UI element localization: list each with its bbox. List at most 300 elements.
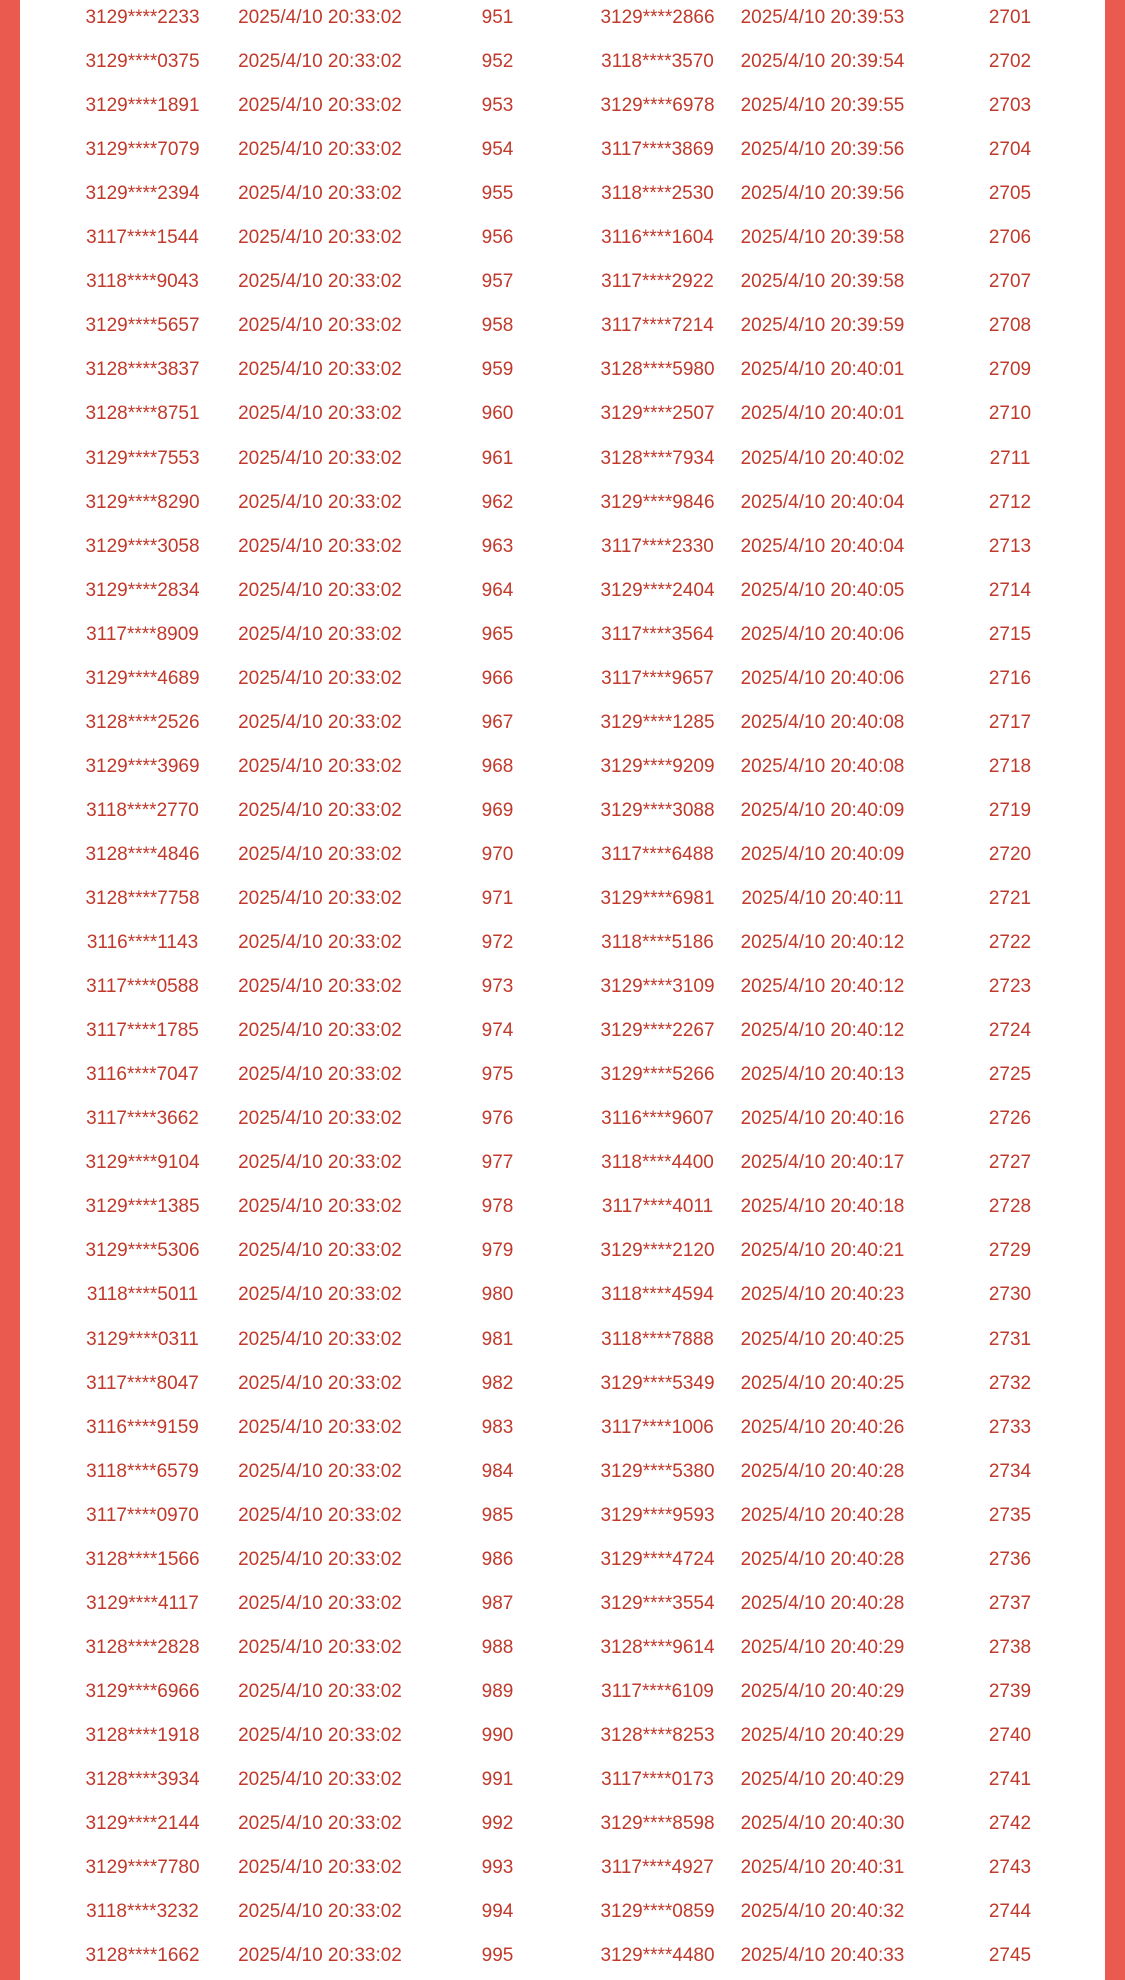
right-account-cell: 3129****5349 xyxy=(600,1372,715,1394)
left-account-cell: 3118****2770 xyxy=(86,799,199,821)
right-account-cell: 3129****9209 xyxy=(600,755,715,777)
right-rank-cell: 2714 xyxy=(988,579,1032,601)
right-time-cell: 2025/4/10 20:40:29 xyxy=(740,1769,905,1790)
left-account-cell: 3117****8909 xyxy=(86,623,199,645)
right-account-cell: 3117****2922 xyxy=(601,271,714,293)
right-account-cell: 3129****0859 xyxy=(600,1901,715,1923)
left-time-cell: 2025/4/10 20:33:02 xyxy=(238,799,402,821)
right-rank-cell: 2706 xyxy=(988,227,1032,249)
left-rank-cell: 969 xyxy=(481,799,514,821)
right-account-cell: 3129****2267 xyxy=(600,1020,715,1042)
right-time-cell: 2025/4/10 20:40:09 xyxy=(740,843,905,865)
right-account-cell: 3129****6978 xyxy=(600,95,715,117)
left-rank-cell: 995 xyxy=(481,1945,514,1967)
right-rank-cell: 2718 xyxy=(988,755,1032,777)
table-row xyxy=(20,1670,1105,1714)
left-time-cell: 2025/4/10 20:33:02 xyxy=(238,1328,402,1350)
right-time-cell: 2025/4/10 20:40:21 xyxy=(740,1240,905,1262)
table-row xyxy=(20,1185,1105,1229)
right-rank-cell: 2720 xyxy=(988,843,1032,865)
left-rank-cell: 977 xyxy=(481,1152,514,1174)
left-time-cell: 2025/4/10 20:33:02 xyxy=(238,139,402,161)
right-time-cell: 2025/4/10 20:40:12 xyxy=(740,976,905,998)
right-rank-cell: 2712 xyxy=(988,491,1032,513)
table-row xyxy=(20,525,1105,569)
right-account-cell: 3117****3564 xyxy=(601,623,714,645)
right-rank-cell: 2704 xyxy=(988,139,1032,161)
right-account-cell: 3118****4594 xyxy=(601,1284,714,1306)
left-time-cell: 2025/4/10 20:33:02 xyxy=(238,1724,402,1746)
right-time-cell: 2025/4/10 20:40:09 xyxy=(740,799,905,821)
right-time-cell: 2025/4/10 20:39:59 xyxy=(740,315,905,337)
right-account-cell: 3117****2330 xyxy=(601,535,714,557)
left-account-cell: 3128****2526 xyxy=(85,711,200,733)
left-time-cell: 2025/4/10 20:33:02 xyxy=(238,667,402,689)
right-account-cell: 3129****4480 xyxy=(600,1945,715,1967)
table-row xyxy=(20,260,1105,304)
left-time-cell: 2025/4/10 20:33:02 xyxy=(238,447,402,469)
left-rank-cell: 953 xyxy=(481,95,514,117)
left-rank-cell: 972 xyxy=(481,932,514,954)
right-time-cell: 2025/4/10 20:40:33 xyxy=(740,1945,905,1967)
left-time-cell: 2025/4/10 20:33:02 xyxy=(238,183,402,205)
right-rank-cell: 2733 xyxy=(988,1416,1032,1438)
left-account-cell: 3129****4117 xyxy=(86,1592,199,1614)
right-rank-cell: 2727 xyxy=(988,1152,1032,1174)
right-rank-cell: 2710 xyxy=(988,403,1032,425)
right-account-cell: 3129****9846 xyxy=(600,491,715,513)
right-time-cell: 2025/4/10 20:40:29 xyxy=(740,1636,905,1658)
left-account-cell: 3129****7780 xyxy=(85,1857,200,1879)
right-account-cell: 3116****9607 xyxy=(601,1108,714,1130)
right-rank-cell: 2728 xyxy=(988,1196,1032,1218)
right-account-cell: 3129****8598 xyxy=(600,1813,715,1835)
right-account-cell: 3117****4927 xyxy=(601,1857,714,1879)
right-time-cell: 2025/4/10 20:40:05 xyxy=(740,579,905,601)
right-account-cell: 3117****7214 xyxy=(601,315,714,337)
left-account-cell: 3129****0375 xyxy=(85,51,200,73)
left-time-cell: 2025/4/10 20:33:02 xyxy=(238,755,402,777)
left-time-cell: 2025/4/10 20:33:02 xyxy=(238,51,402,73)
left-rank-cell: 959 xyxy=(481,359,514,381)
left-rank-cell: 957 xyxy=(481,271,514,293)
left-rank-cell: 974 xyxy=(481,1020,514,1042)
left-rank-cell: 989 xyxy=(481,1680,514,1702)
left-account-cell: 3129****7553 xyxy=(85,447,200,469)
left-time-cell: 2025/4/10 20:33:02 xyxy=(238,1020,402,1042)
right-rank-cell: 2737 xyxy=(988,1592,1032,1614)
table-row xyxy=(20,1538,1105,1582)
right-account-cell: 3118****4400 xyxy=(601,1152,714,1174)
right-account-cell: 3117****6109 xyxy=(601,1680,714,1702)
right-time-cell: 2025/4/10 20:40:08 xyxy=(740,755,905,777)
right-account-cell: 3117****9657 xyxy=(601,667,714,689)
right-rank-cell: 2731 xyxy=(988,1328,1032,1350)
table-row xyxy=(20,304,1105,348)
right-time-cell: 2025/4/10 20:40:30 xyxy=(740,1813,905,1835)
table-row xyxy=(20,1494,1105,1538)
right-rank-cell: 2717 xyxy=(988,711,1032,733)
left-time-cell: 2025/4/10 20:33:02 xyxy=(238,227,402,249)
right-time-cell: 2025/4/10 20:39:56 xyxy=(740,183,905,205)
left-time-cell: 2025/4/10 20:33:02 xyxy=(238,1196,402,1218)
left-rank-cell: 985 xyxy=(481,1504,514,1526)
table-row xyxy=(20,1450,1105,1494)
right-time-cell: 2025/4/10 20:40:28 xyxy=(740,1460,905,1482)
left-rank-cell: 951 xyxy=(481,7,514,28)
right-account-cell: 3129****6981 xyxy=(600,888,715,909)
left-time-cell: 2025/4/10 20:33:02 xyxy=(238,1108,402,1130)
left-time-cell: 2025/4/10 20:33:02 xyxy=(238,7,402,28)
right-rank-cell: 2722 xyxy=(988,932,1032,954)
right-rank-cell: 2724 xyxy=(988,1020,1032,1042)
table-row xyxy=(20,1406,1105,1450)
left-rank-cell: 994 xyxy=(481,1901,514,1923)
table-row xyxy=(20,1890,1105,1934)
table-row xyxy=(20,84,1105,128)
right-time-cell: 2025/4/10 20:40:28 xyxy=(740,1592,905,1614)
left-rank-cell: 958 xyxy=(481,315,514,337)
left-time-cell: 2025/4/10 20:33:02 xyxy=(238,1592,402,1614)
left-account-cell: 3129****2144 xyxy=(85,1813,200,1835)
left-account-cell: 3117****3662 xyxy=(86,1108,199,1130)
left-time-cell: 2025/4/10 20:33:02 xyxy=(238,403,402,425)
left-time-cell: 2025/4/10 20:33:02 xyxy=(238,976,402,998)
right-time-cell: 2025/4/10 20:40:25 xyxy=(740,1372,905,1394)
right-rank-cell: 2716 xyxy=(988,667,1032,689)
table-row xyxy=(20,1934,1105,1978)
right-account-cell: 3118****3570 xyxy=(601,51,714,73)
left-rank-cell: 981 xyxy=(481,1328,514,1350)
left-rank-cell: 954 xyxy=(481,139,514,161)
table-row xyxy=(20,1273,1105,1317)
right-account-cell: 3129****5380 xyxy=(600,1460,715,1482)
left-account-cell: 3128****4846 xyxy=(85,843,200,865)
left-rank-cell: 966 xyxy=(481,667,514,689)
right-rank-cell: 2713 xyxy=(988,535,1032,557)
right-rank-cell: 2703 xyxy=(988,95,1032,117)
left-account-cell: 3128****1918 xyxy=(85,1724,200,1746)
left-time-cell: 2025/4/10 20:33:02 xyxy=(238,95,402,117)
left-time-cell: 2025/4/10 20:33:02 xyxy=(238,1372,402,1394)
right-rank-cell: 2701 xyxy=(988,7,1032,28)
table-row xyxy=(20,877,1105,921)
left-rank-cell: 955 xyxy=(481,183,514,205)
left-rank-cell: 970 xyxy=(481,843,514,865)
right-time-cell: 2025/4/10 20:40:11 xyxy=(741,888,904,909)
right-time-cell: 2025/4/10 20:39:58 xyxy=(740,227,905,249)
right-account-cell: 3129****2866 xyxy=(600,7,715,28)
right-time-cell: 2025/4/10 20:39:55 xyxy=(740,95,905,117)
right-rank-cell: 2705 xyxy=(988,183,1032,205)
right-rank-cell: 2744 xyxy=(988,1901,1032,1923)
right-account-cell: 3128****5980 xyxy=(600,359,715,381)
right-account-cell: 3118****2530 xyxy=(601,183,714,205)
left-account-cell: 3129****6966 xyxy=(85,1680,200,1702)
right-account-cell: 3129****2120 xyxy=(600,1240,715,1262)
right-account-cell: 3129****2507 xyxy=(600,403,715,425)
left-rank-cell: 991 xyxy=(481,1769,514,1790)
table-row xyxy=(20,789,1105,833)
table-row xyxy=(20,1141,1105,1185)
table-row xyxy=(20,437,1105,481)
right-account-cell: 3128****8253 xyxy=(600,1724,715,1746)
right-rank-cell: 2725 xyxy=(988,1064,1032,1086)
table-row xyxy=(20,921,1105,965)
right-rank-cell: 2708 xyxy=(988,315,1032,337)
table-row xyxy=(20,701,1105,745)
table-row xyxy=(20,1582,1105,1626)
right-account-cell: 3128****7934 xyxy=(600,447,715,469)
right-account-cell: 3129****2404 xyxy=(600,579,715,601)
right-time-cell: 2025/4/10 20:40:29 xyxy=(740,1680,905,1702)
right-time-cell: 2025/4/10 20:39:58 xyxy=(740,271,905,293)
right-rank-cell: 2740 xyxy=(988,1724,1032,1746)
left-time-cell: 2025/4/10 20:33:02 xyxy=(238,1064,402,1086)
left-account-cell: 3117****1544 xyxy=(86,227,199,249)
left-account-cell: 3128****3837 xyxy=(85,359,200,381)
right-time-cell: 2025/4/10 20:40:06 xyxy=(740,667,905,689)
right-time-cell: 2025/4/10 20:40:29 xyxy=(740,1724,905,1746)
left-time-cell: 2025/4/10 20:33:02 xyxy=(238,535,402,557)
right-account-cell: 3129****4724 xyxy=(600,1548,715,1570)
left-time-cell: 2025/4/10 20:33:02 xyxy=(238,623,402,645)
left-account-cell: 3129****3969 xyxy=(85,755,200,777)
right-time-cell: 2025/4/10 20:40:16 xyxy=(740,1108,905,1130)
right-account-cell: 3117****4011 xyxy=(601,1196,714,1218)
left-time-cell: 2025/4/10 20:33:02 xyxy=(238,1152,402,1174)
left-rank-cell: 984 xyxy=(481,1460,514,1482)
left-account-cell: 3129****7079 xyxy=(85,139,200,161)
left-time-cell: 2025/4/10 20:33:02 xyxy=(238,1240,402,1262)
left-account-cell: 3129****1891 xyxy=(85,95,200,117)
table-row xyxy=(20,1318,1105,1362)
left-time-cell: 2025/4/10 20:33:02 xyxy=(238,1901,402,1923)
left-account-cell: 3128****2828 xyxy=(85,1636,200,1658)
left-time-cell: 2025/4/10 20:33:02 xyxy=(238,491,402,513)
right-rank-cell: 2726 xyxy=(988,1108,1032,1130)
left-account-cell: 3128****8751 xyxy=(85,403,200,425)
right-time-cell: 2025/4/10 20:40:01 xyxy=(740,359,905,381)
left-account-cell: 3117****0970 xyxy=(86,1504,199,1526)
right-time-cell: 2025/4/10 20:40:12 xyxy=(740,1020,905,1042)
left-rank-cell: 963 xyxy=(481,535,514,557)
left-account-cell: 3116****7047 xyxy=(86,1064,199,1086)
right-account-cell: 3117****1006 xyxy=(601,1416,714,1438)
left-account-cell: 3129****4689 xyxy=(85,667,200,689)
left-rank-cell: 956 xyxy=(481,227,514,249)
left-account-cell: 3129****2834 xyxy=(85,579,200,601)
right-time-cell: 2025/4/10 20:40:02 xyxy=(740,447,905,469)
right-account-cell: 3128****9614 xyxy=(600,1636,715,1658)
left-time-cell: 2025/4/10 20:33:02 xyxy=(238,1945,402,1967)
right-time-cell: 2025/4/10 20:40:31 xyxy=(740,1857,905,1879)
left-rank-cell: 980 xyxy=(481,1284,514,1306)
left-rank-cell: 988 xyxy=(481,1636,514,1658)
left-account-cell: 3129****2233 xyxy=(85,7,200,28)
left-rank-cell: 976 xyxy=(481,1108,514,1130)
right-rank-cell: 2729 xyxy=(988,1240,1032,1262)
left-time-cell: 2025/4/10 20:33:02 xyxy=(238,1504,402,1526)
table-row xyxy=(20,40,1105,84)
right-rank-cell: 2742 xyxy=(988,1813,1032,1835)
left-account-cell: 3118****3232 xyxy=(86,1901,199,1923)
winner-list-sheet xyxy=(20,0,1105,1980)
table-row xyxy=(20,657,1105,701)
left-account-cell: 3128****1662 xyxy=(85,1945,200,1967)
right-account-cell: 3129****5266 xyxy=(600,1064,715,1086)
left-account-cell: 3117****8047 xyxy=(86,1372,199,1394)
table-row xyxy=(20,216,1105,260)
right-time-cell: 2025/4/10 20:40:06 xyxy=(740,623,905,645)
right-account-cell: 3118****7888 xyxy=(601,1328,714,1350)
left-rank-cell: 987 xyxy=(481,1592,514,1614)
left-account-cell: 3129****9104 xyxy=(85,1152,200,1174)
left-rank-cell: 983 xyxy=(481,1416,514,1438)
left-rank-cell: 962 xyxy=(481,491,514,513)
right-rank-cell: 2707 xyxy=(988,271,1032,293)
table-row xyxy=(20,1626,1105,1670)
right-account-cell: 3116****1604 xyxy=(601,227,714,249)
left-account-cell: 3129****1385 xyxy=(85,1196,200,1218)
right-rank-cell: 2730 xyxy=(988,1284,1032,1306)
right-rank-cell: 2741 xyxy=(988,1769,1032,1790)
right-rank-cell: 2735 xyxy=(988,1504,1032,1526)
left-time-cell: 2025/4/10 20:33:02 xyxy=(238,1416,402,1438)
right-rank-cell: 2719 xyxy=(988,799,1032,821)
left-rank-cell: 960 xyxy=(481,403,514,425)
left-rank-cell: 968 xyxy=(481,755,514,777)
table-row xyxy=(20,1053,1105,1097)
left-time-cell: 2025/4/10 20:33:02 xyxy=(238,932,402,954)
right-time-cell: 2025/4/10 20:40:18 xyxy=(740,1196,905,1218)
right-rank-cell: 2723 xyxy=(988,976,1032,998)
left-account-cell: 3129****0311 xyxy=(86,1328,199,1350)
right-rank-cell: 2732 xyxy=(988,1372,1032,1394)
left-account-cell: 3129****5657 xyxy=(85,315,200,337)
table-row xyxy=(20,172,1105,216)
left-rank-cell: 952 xyxy=(481,51,514,73)
left-account-cell: 3129****5306 xyxy=(85,1240,200,1262)
left-time-cell: 2025/4/10 20:33:02 xyxy=(238,1284,402,1306)
left-time-cell: 2025/4/10 20:33:02 xyxy=(238,271,402,293)
table-row xyxy=(20,613,1105,657)
left-account-cell: 3118****6579 xyxy=(86,1460,199,1482)
left-rank-cell: 978 xyxy=(481,1196,514,1218)
left-account-cell: 3116****9159 xyxy=(86,1416,199,1438)
table-row xyxy=(20,745,1105,789)
right-rank-cell: 2709 xyxy=(988,359,1032,381)
table-row xyxy=(20,481,1105,525)
left-time-cell: 2025/4/10 20:33:02 xyxy=(238,315,402,337)
table-row xyxy=(20,348,1105,392)
left-account-cell: 3129****8290 xyxy=(85,491,200,513)
table-row xyxy=(20,1097,1105,1141)
table-row xyxy=(20,833,1105,877)
left-account-cell: 3118****5011 xyxy=(86,1284,199,1306)
table-row xyxy=(20,392,1105,436)
right-time-cell: 2025/4/10 20:39:56 xyxy=(740,139,905,161)
right-rank-cell: 2702 xyxy=(988,51,1032,73)
right-account-cell: 3129****1285 xyxy=(600,711,715,733)
left-rank-cell: 964 xyxy=(481,579,514,601)
table-row xyxy=(20,1802,1105,1846)
left-account-cell: 3128****1566 xyxy=(85,1548,200,1570)
right-time-cell: 2025/4/10 20:40:04 xyxy=(740,491,905,513)
right-time-cell: 2025/4/10 20:40:26 xyxy=(740,1416,905,1438)
right-time-cell: 2025/4/10 20:40:25 xyxy=(740,1328,905,1350)
right-time-cell: 2025/4/10 20:40:28 xyxy=(740,1504,905,1526)
left-rank-cell: 965 xyxy=(481,623,514,645)
table-row xyxy=(20,965,1105,1009)
left-rank-cell: 971 xyxy=(481,888,514,909)
left-time-cell: 2025/4/10 20:33:02 xyxy=(238,843,402,865)
left-time-cell: 2025/4/10 20:33:02 xyxy=(238,1680,402,1702)
right-account-cell: 3117****6488 xyxy=(601,843,714,865)
right-account-cell: 3117****0173 xyxy=(601,1769,714,1790)
left-account-cell: 3128****7758 xyxy=(85,888,200,909)
right-time-cell: 2025/4/10 20:40:17 xyxy=(740,1152,905,1174)
left-account-cell: 3117****0588 xyxy=(86,976,199,998)
table-row xyxy=(20,1362,1105,1406)
left-time-cell: 2025/4/10 20:33:02 xyxy=(238,888,402,909)
right-rank-cell: 2738 xyxy=(988,1636,1032,1658)
right-rank-cell: 2734 xyxy=(988,1460,1032,1482)
right-account-cell: 3129****3554 xyxy=(600,1592,715,1614)
right-account-cell: 3117****3869 xyxy=(601,139,714,161)
right-time-cell: 2025/4/10 20:40:32 xyxy=(740,1901,905,1923)
left-time-cell: 2025/4/10 20:33:02 xyxy=(238,1769,402,1790)
table-row xyxy=(20,1229,1105,1273)
table-row xyxy=(20,0,1105,40)
left-rank-cell: 993 xyxy=(481,1857,514,1879)
table-row xyxy=(20,128,1105,172)
left-time-cell: 2025/4/10 20:33:02 xyxy=(238,1857,402,1879)
right-time-cell: 2025/4/10 20:40:13 xyxy=(740,1064,905,1086)
right-rank-cell: 2739 xyxy=(988,1680,1032,1702)
left-rank-cell: 992 xyxy=(481,1813,514,1835)
left-account-cell: 3129****3058 xyxy=(85,535,200,557)
left-time-cell: 2025/4/10 20:33:02 xyxy=(238,1548,402,1570)
left-rank-cell: 967 xyxy=(481,711,514,733)
left-rank-cell: 973 xyxy=(481,976,514,998)
left-account-cell: 3118****9043 xyxy=(86,271,199,293)
right-time-cell: 2025/4/10 20:40:08 xyxy=(740,711,905,733)
left-rank-cell: 990 xyxy=(481,1724,514,1746)
left-rank-cell: 961 xyxy=(481,447,514,469)
right-rank-cell: 2721 xyxy=(988,888,1032,909)
left-account-cell: 3116****1143 xyxy=(86,932,199,954)
table-row xyxy=(20,1846,1105,1890)
right-time-cell: 2025/4/10 20:40:04 xyxy=(740,535,905,557)
left-time-cell: 2025/4/10 20:33:02 xyxy=(238,711,402,733)
right-time-cell: 2025/4/10 20:39:53 xyxy=(740,7,905,28)
left-rank-cell: 979 xyxy=(481,1240,514,1262)
left-rank-cell: 975 xyxy=(481,1064,514,1086)
left-time-cell: 2025/4/10 20:33:02 xyxy=(238,579,402,601)
left-time-cell: 2025/4/10 20:33:02 xyxy=(238,1636,402,1658)
right-rank-cell: 2736 xyxy=(988,1548,1032,1570)
left-account-cell: 3117****1785 xyxy=(86,1020,199,1042)
right-time-cell: 2025/4/10 20:40:01 xyxy=(740,403,905,425)
right-time-cell: 2025/4/10 20:40:23 xyxy=(740,1284,905,1306)
left-time-cell: 2025/4/10 20:33:02 xyxy=(238,1813,402,1835)
right-account-cell: 3129****9593 xyxy=(600,1504,715,1526)
right-account-cell: 3118****5186 xyxy=(601,932,714,954)
right-rank-cell: 2711 xyxy=(989,447,1031,469)
right-rank-cell: 2715 xyxy=(988,623,1032,645)
right-rank-cell: 2745 xyxy=(988,1945,1032,1967)
